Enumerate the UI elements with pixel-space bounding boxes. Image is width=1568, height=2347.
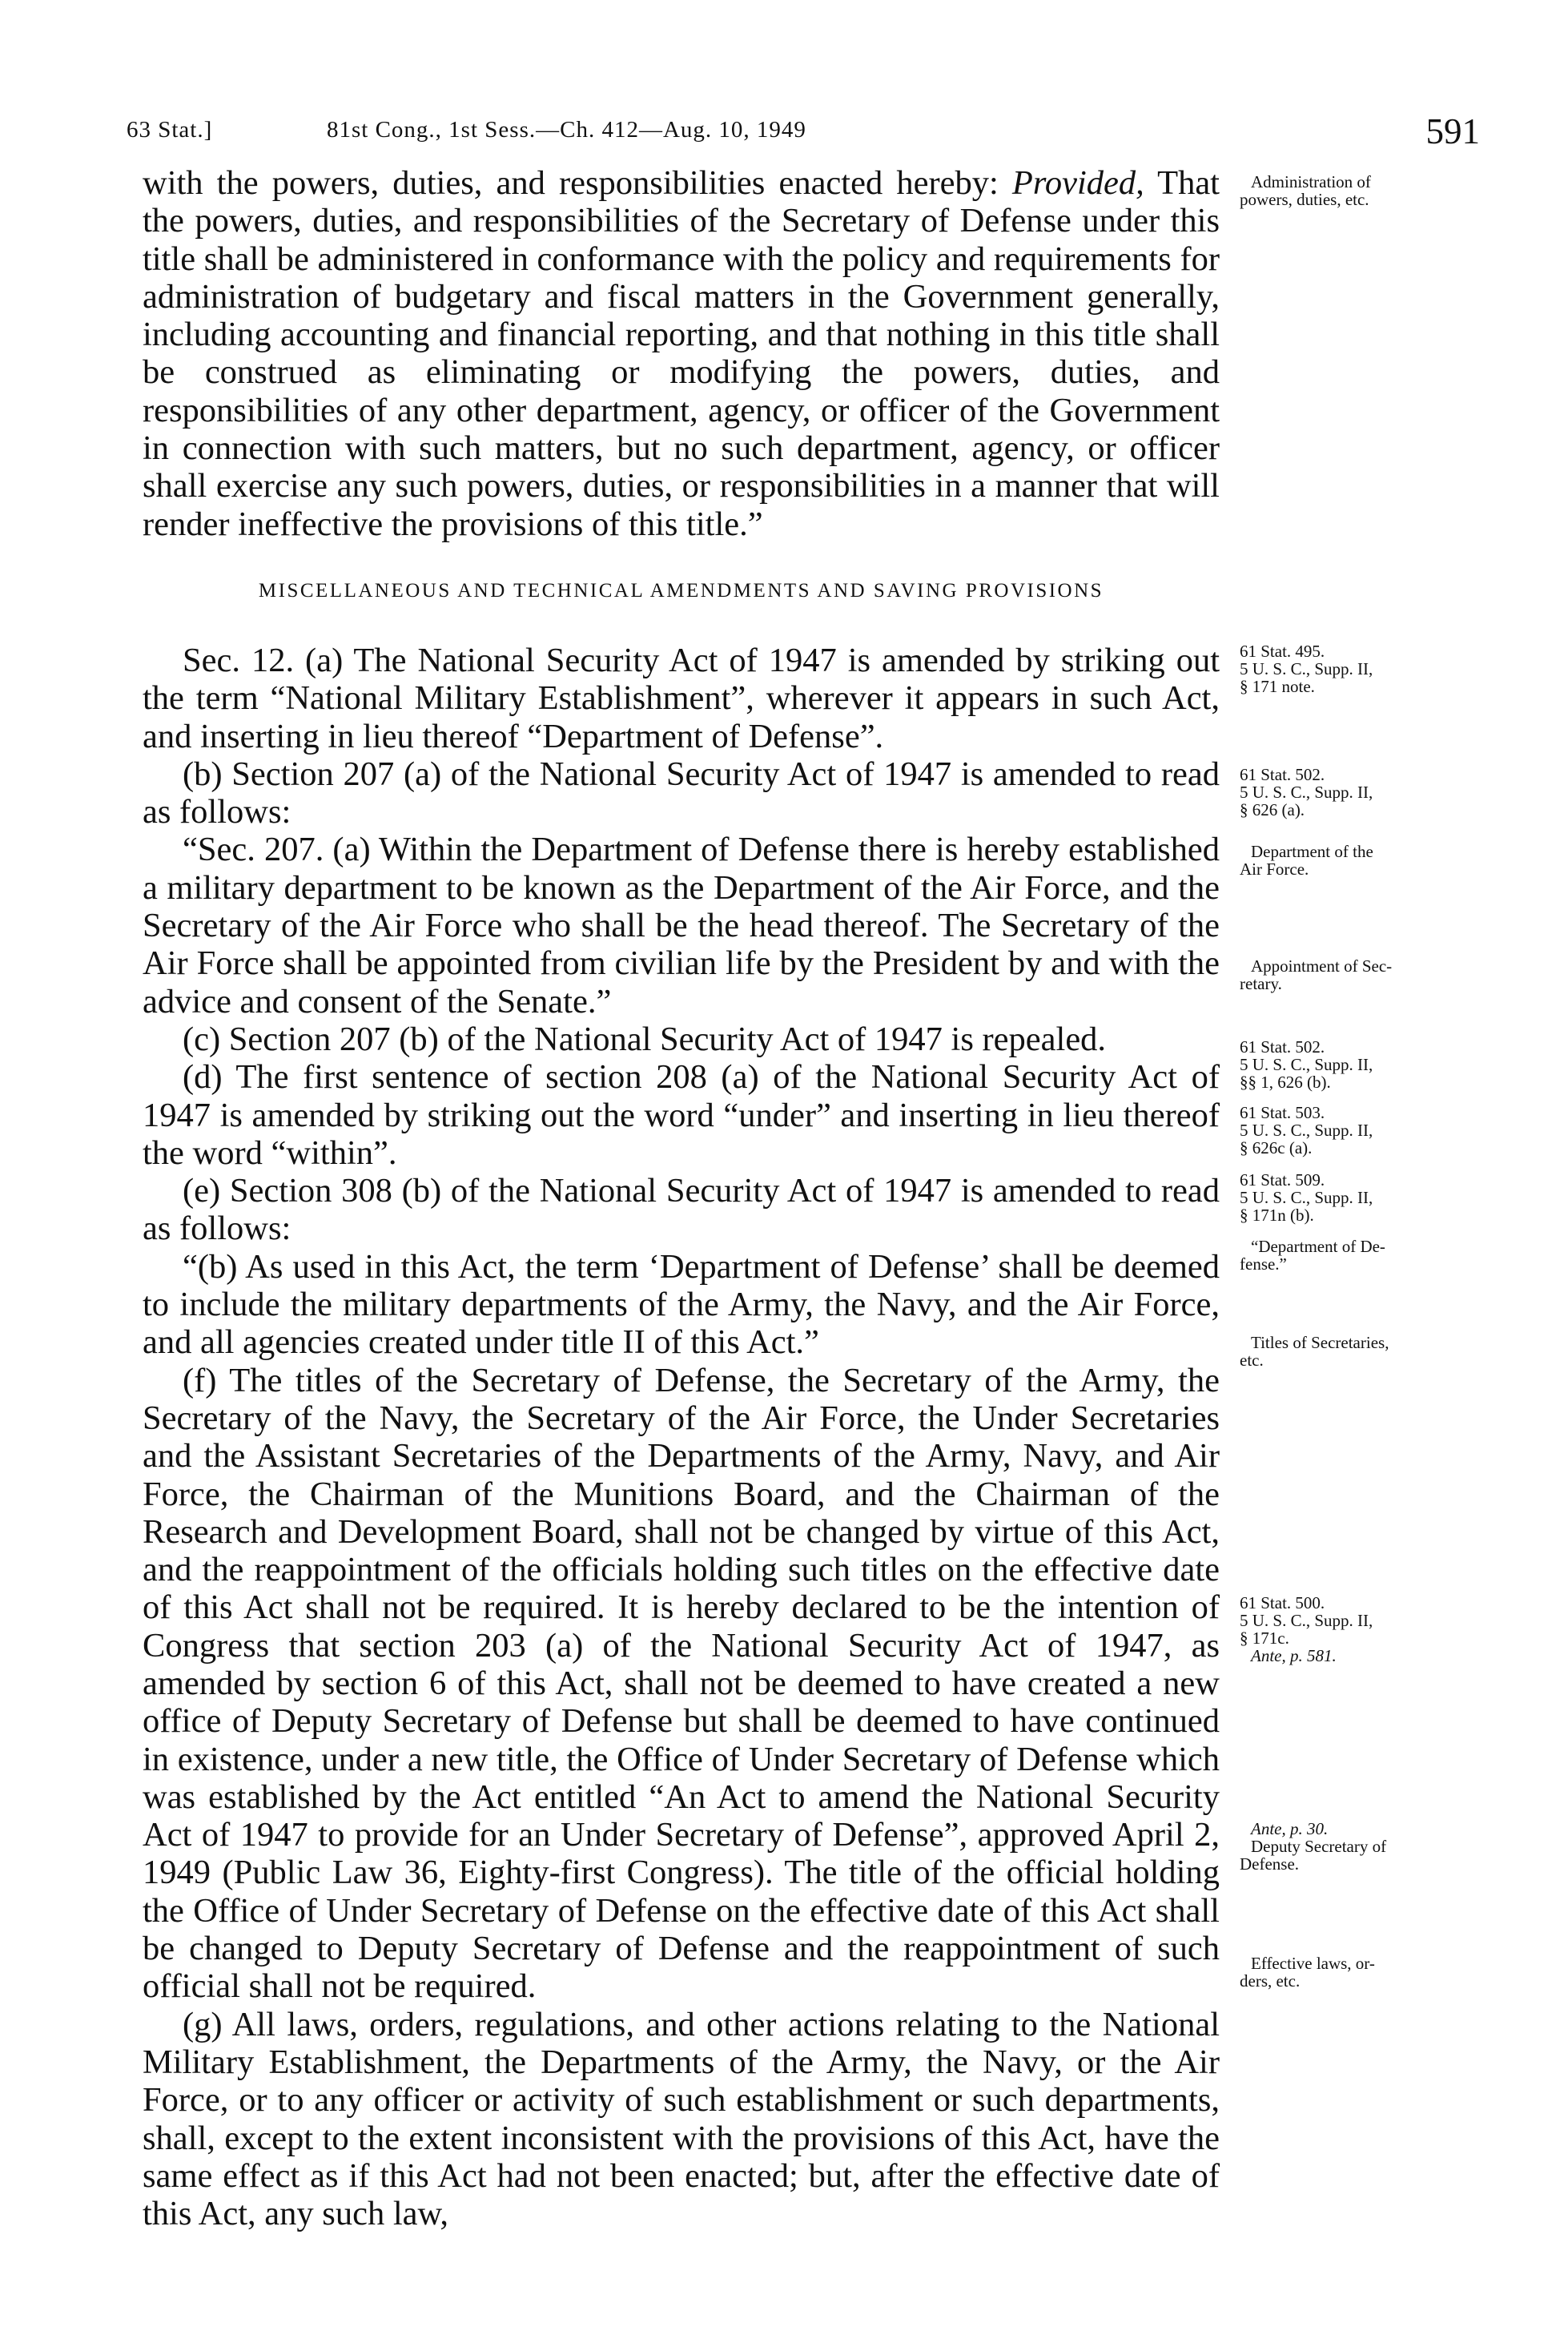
paragraph-g: (g) All laws, orders, regulations, and other actions relating to the National Military Establishment, the Departments of the Army, the Navy, or the Air Force, or to any officer or activity of such establishment or such departments, shall, except to the extent inconsistent with the provisions of this Act, have the same effect as if this Act had not been enacted; but, after the effective date of this Act, any such law,: [143, 2005, 1220, 2233]
margin-note-citation: [1240, 766, 1496, 819]
margin-note-line: 61 Stat. 500.: [1240, 1593, 1325, 1612]
margin-note-line: § 626c (a).: [1240, 1138, 1313, 1157]
statute-text: [143, 164, 1220, 2232]
margin-note-line: Air Force.: [1240, 859, 1309, 879]
header-stat-reference: 63 Stat.]: [127, 117, 213, 143]
margin-note-air-force: [1240, 843, 1496, 878]
margin-note-line: 61 Stat. 495.: [1240, 642, 1325, 661]
paragraph-text: with the powers, duties, and responsibilities enacted hereby:: [143, 164, 1012, 202]
margin-note-line: §§ 1, 626 (b).: [1240, 1073, 1331, 1092]
margin-note-appointment: [1240, 957, 1496, 992]
paragraph-continuation: [143, 164, 1220, 543]
margin-note-line: retary.: [1240, 974, 1282, 993]
margin-note-line: Ante, p. 581.: [1251, 1646, 1337, 1665]
margin-note-line: 5 U. S. C., Supp. II,: [1240, 1188, 1373, 1207]
paragraph-e-quote: “(b) As used in this Act, the term ‘Department of Defense’ shall be deemed to include the military departments of the Army, the Navy, and the Air Force, and all agencies created under title II of this Act.”: [143, 1247, 1220, 1362]
header-congress-session: 81st Cong., 1st Sess.—Ch. 412—Aug. 10, 1949: [327, 117, 806, 143]
margin-note-citation: [1240, 642, 1496, 695]
margin-note-line: 5 U. S. C., Supp. II,: [1240, 1121, 1373, 1140]
margin-note-citation: [1240, 1171, 1496, 1224]
margin-note-line: 61 Stat. 502.: [1240, 1037, 1325, 1057]
paragraph-text: That the powers, duties, and responsibilities of the Secretary of Defense under this title shall be administered in conformance with the policy and requirements for administration of budgetary and fiscal matters in the Government generally, including accounting and financial reporting, and that nothing in this title shall be construed as eliminating or modifying the powers, duties, and responsibilities of any other department, agency, or officer of the Government in connection with such matters, but no such department, agency, or officer shall exercise any such powers, duties, or responsibilities in a manner that will render ineffective the provisions of this title.”: [143, 164, 1220, 543]
margin-note-effective-laws: [1240, 1954, 1496, 1990]
margin-note-citation: [1240, 1104, 1496, 1157]
margin-note-line: Deputy Secretary of: [1251, 1837, 1387, 1856]
margin-note-line: 61 Stat. 502.: [1240, 765, 1325, 784]
running-header: [127, 111, 1480, 167]
provided-italic: Provided,: [1011, 164, 1144, 202]
margin-note-line: fense.”: [1240, 1254, 1287, 1274]
page-number: 591: [1425, 111, 1480, 151]
margin-note-citation: [1240, 1038, 1496, 1091]
margin-note-line: § 171n (b).: [1240, 1206, 1314, 1225]
margin-note-line: “Department of De-: [1251, 1237, 1385, 1256]
margin-note-line: Defense.: [1240, 1854, 1300, 1874]
paragraph-b: (b) Section 207 (a) of the National Security Act of 1947 is amended to read as follows:: [143, 755, 1220, 831]
margin-note-line: Effective laws, or-: [1251, 1954, 1375, 1973]
margin-note-line: § 626 (a).: [1240, 800, 1305, 819]
margin-note-line: etc.: [1240, 1351, 1264, 1370]
margin-note-line: Ante, p. 30.: [1251, 1819, 1329, 1838]
paragraph-f: (f) The titles of the Secretary of Defense, the Secretary of the Army, the Secretary of the Navy, the Secretary of the Air Force, the Under Secretaries and the Assistant Secretaries of the Departments of the Army, Navy, and Air Force, the Chairman of the Munitions Board, and the Chairman of the Research and Development Board, shall not be changed by virtue of this Act, and the reappointment of the officials holding such titles on the effective date of this Act shall not be required. It is hereby declared to be the intention of Congress that section 203 (a) of the National Security Act of 1947, as amended by section 6 of this Act, shall not be deemed to have created a new office of Deputy Secretary of Defense but shall be deemed to have continued in existence, under a new title, the Office of Under Secretary of Defense which was established by the Act entitled “An Act to amend the National Security Act of 1947 to provide for an Under Secretary of Defense”, approved April 2, 1949 (Public Law 36, Eighty-first Congress). The title of the official holding the Office of Under Secretary of Defense on the effective date of this Act shall be changed to Deputy Secretary of Defense and the reappointment of such official shall not be required.: [143, 1361, 1220, 2006]
paragraph-sec207: “Sec. 207. (a) Within the Department of Defense there is hereby established a military department to be known as the Department of the Air Force, and the Secretary of the Air Force who shall be the head thereof. The Secretary of the Air Force shall be appointed from civilian life by the President by and with the advice and consent of the Senate.”: [143, 831, 1220, 1021]
section-heading: MISCELLANEOUS AND TECHNICAL AMENDMENTS AND SAVING PROVISIONS: [258, 579, 1104, 602]
margin-note-line: Appointment of Sec-: [1251, 956, 1393, 976]
margin-note-line: 61 Stat. 509.: [1240, 1170, 1325, 1190]
margin-note-line: Titles of Secretaries,: [1251, 1333, 1389, 1352]
margin-note-line: 5 U. S. C., Supp. II,: [1240, 1055, 1373, 1074]
margin-note-line: § 171 note.: [1240, 677, 1315, 696]
margin-note-citation: [1240, 1594, 1496, 1665]
margin-note-line: powers, duties, etc.: [1240, 190, 1369, 209]
paragraph-e: (e) Section 308 (b) of the National Security Act of 1947 is amended to read as follows:: [143, 1172, 1220, 1248]
margin-note-line: ders, etc.: [1240, 1971, 1301, 1991]
margin-note-line: Department of the: [1251, 842, 1373, 861]
margin-note-titles: [1240, 1334, 1496, 1369]
paragraph-sec12a: Sec. 12. (a) The National Security Act of 1947 is amended by striking out the term “National Military Establishment”, wherever it appears in such Act, and inserting in lieu thereof “Department of Defense”.: [143, 641, 1220, 755]
paragraph-c: (c) Section 207 (b) of the National Security Act of 1947 is repealed.: [183, 1020, 1107, 1058]
margin-note-line: Administration of: [1251, 172, 1371, 191]
margin-note-line: 5 U. S. C., Supp. II,: [1240, 659, 1373, 678]
margin-note-administration: [1240, 173, 1496, 208]
margin-note-department-of-defense: [1240, 1238, 1496, 1273]
margin-note-line: 61 Stat. 503.: [1240, 1103, 1325, 1122]
paragraph-d: (d) The first sentence of section 208 (a) of the National Security Act of 1947 is amended by striking out the word “under” and inserting in lieu thereof the word “within”.: [143, 1058, 1220, 1172]
margin-note-line: 5 U. S. C., Supp. II,: [1240, 783, 1373, 802]
margin-note-deputy-secretary: [1240, 1820, 1496, 1873]
margin-note-line: § 171c.: [1240, 1628, 1289, 1648]
margin-note-line: 5 U. S. C., Supp. II,: [1240, 1611, 1373, 1630]
